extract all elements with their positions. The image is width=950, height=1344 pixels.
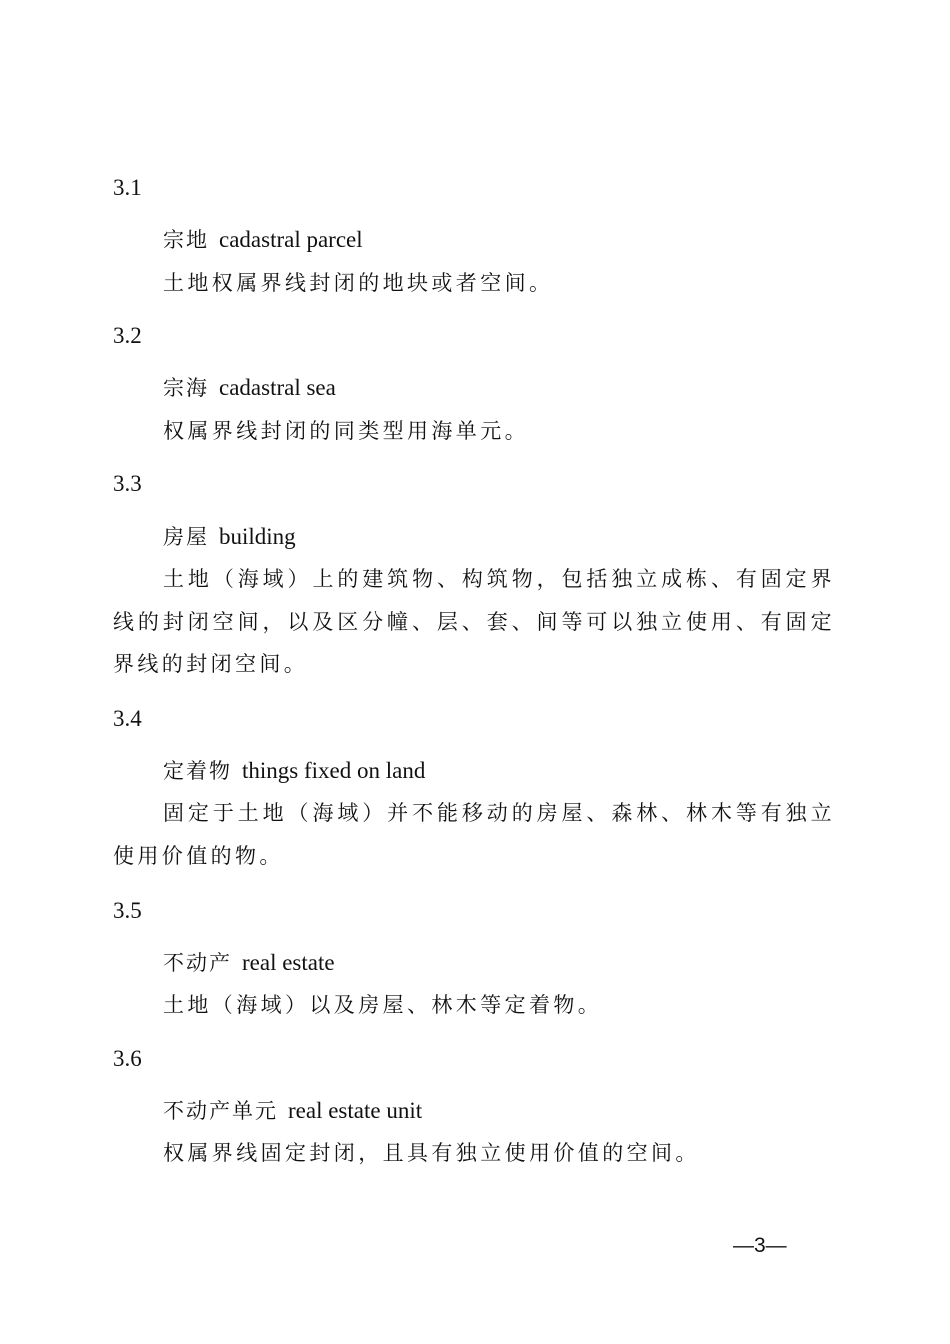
page-number: —3— [733,1234,787,1257]
term-definition: 权属界线封闭的同类型用海单元。 [163,419,529,443]
term-en: things fixed on land [242,758,426,783]
section-number: 3.1 [113,175,142,200]
section-number: 3.5 [113,898,142,923]
section-number: 3.3 [113,471,142,496]
section-number: 3.2 [113,323,142,348]
term-en: real estate unit [288,1098,423,1123]
term-zh: 不动产 [163,951,232,975]
term-heading [163,949,335,977]
term-en: cadastral parcel [219,227,363,252]
term-heading [163,757,425,785]
term-zh: 宗地 [163,228,209,252]
section-number: 3.4 [113,706,142,731]
term-zh: 宗海 [163,376,209,400]
term-heading [163,1097,422,1125]
term-heading [163,226,363,254]
term-definition: 土地（海域）以及房屋、林木等定着物。 [163,993,603,1017]
term-zh: 房屋 [163,525,209,549]
section-number: 3.6 [113,1046,142,1071]
term-zh: 不动产单元 [163,1099,278,1123]
term-en: real estate [242,950,335,975]
term-en: building [219,524,296,549]
term-heading [163,523,296,551]
term-definition: 土地（海域）上的建筑物、构筑物，包括独立成栋、有固定界线的封闭空间，以及区分幢、层、套、间等可以独立使用、有固定界线的封闭空间。 [113,567,835,676]
term-zh: 定着物 [163,759,232,783]
term-heading [163,374,336,402]
term-definition: 土地权属界线封闭的地块或者空间。 [163,271,554,295]
term-definition: 权属界线固定封闭，且具有独立使用价值的空间。 [163,1141,700,1165]
term-en: cadastral sea [219,375,336,400]
term-definition: 固定于土地（海域）并不能移动的房屋、森林、林木等有独立使用价值的物。 [113,801,835,868]
